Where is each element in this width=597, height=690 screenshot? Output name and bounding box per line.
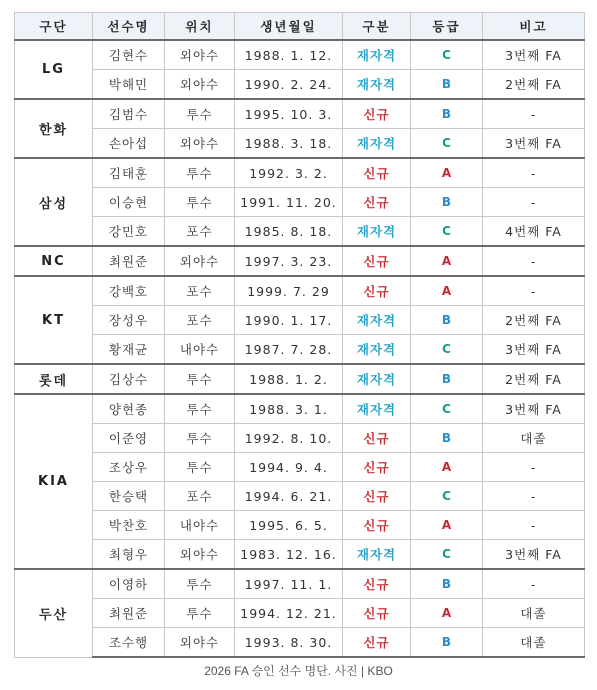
dob-cell: 1999. 7. 29 (235, 276, 343, 306)
dob-cell: 1997. 3. 23. (235, 246, 343, 276)
position-cell: 투수 (165, 364, 235, 394)
player-name-cell: 황재균 (93, 335, 165, 365)
status-cell: 신규 (343, 569, 411, 599)
dob-cell: 1985. 8. 18. (235, 217, 343, 247)
grade-cell: B (411, 628, 483, 658)
position-cell: 투수 (165, 569, 235, 599)
image-caption: 2026 FA 승인 선수 명단. 사진 | KBO (204, 664, 393, 678)
status-cell: 신규 (343, 158, 411, 188)
dob-cell: 1997. 11. 1. (235, 569, 343, 599)
table-row (15, 129, 585, 159)
table-row (15, 628, 585, 658)
table-row (15, 424, 585, 453)
status-cell: 신규 (343, 246, 411, 276)
header-status: 구분 (343, 13, 411, 41)
note-cell: 3번째 FA (483, 394, 585, 424)
dob-cell: 1991. 11. 20. (235, 188, 343, 217)
status-cell: 신규 (343, 628, 411, 658)
grade-cell: C (411, 217, 483, 247)
note-cell: 대졸 (483, 424, 585, 453)
note-cell: 4번째 FA (483, 217, 585, 247)
dob-cell: 1987. 7. 28. (235, 335, 343, 365)
note-cell: - (483, 188, 585, 217)
dob-cell: 1988. 3. 1. (235, 394, 343, 424)
table-row (15, 364, 585, 394)
grade-cell: C (411, 482, 483, 511)
position-cell: 투수 (165, 424, 235, 453)
dob-cell: 1993. 8. 30. (235, 628, 343, 658)
player-name-cell: 조상우 (93, 453, 165, 482)
grade-cell: C (411, 129, 483, 159)
table-row (15, 40, 585, 70)
grade-cell: A (411, 276, 483, 306)
position-cell: 외야수 (165, 540, 235, 570)
position-cell: 외야수 (165, 40, 235, 70)
grade-cell: C (411, 540, 483, 570)
status-cell: 재자격 (343, 129, 411, 159)
grade-cell: B (411, 569, 483, 599)
status-cell: 신규 (343, 99, 411, 129)
team-cell: KIA (15, 394, 93, 569)
grade-cell: B (411, 306, 483, 335)
note-cell: 3번째 FA (483, 335, 585, 365)
note-cell: - (483, 246, 585, 276)
player-name-cell: 김범수 (93, 99, 165, 129)
note-cell: - (483, 276, 585, 306)
note-cell: - (483, 482, 585, 511)
table-row (15, 217, 585, 247)
dob-cell: 1988. 1. 2. (235, 364, 343, 394)
position-cell: 투수 (165, 99, 235, 129)
status-cell: 신규 (343, 599, 411, 628)
dob-cell: 1988. 3. 18. (235, 129, 343, 159)
note-cell: - (483, 99, 585, 129)
grade-cell: B (411, 70, 483, 100)
note-cell: 2번째 FA (483, 364, 585, 394)
table-row (15, 306, 585, 335)
team-cell: 두산 (15, 569, 93, 657)
player-name-cell: 강민호 (93, 217, 165, 247)
player-name-cell: 이준영 (93, 424, 165, 453)
table-row (15, 394, 585, 424)
note-cell: 3번째 FA (483, 129, 585, 159)
table-row (15, 246, 585, 276)
dob-cell: 1990. 1. 17. (235, 306, 343, 335)
table-header-row (15, 13, 585, 41)
player-name-cell: 김현수 (93, 40, 165, 70)
table-row (15, 276, 585, 306)
table-row (15, 188, 585, 217)
grade-cell: B (411, 188, 483, 217)
status-cell: 신규 (343, 424, 411, 453)
status-cell: 재자격 (343, 306, 411, 335)
player-name-cell: 최원준 (93, 599, 165, 628)
dob-cell: 1995. 6. 5. (235, 511, 343, 540)
player-name-cell: 한승택 (93, 482, 165, 511)
table-row (15, 158, 585, 188)
grade-cell: C (411, 335, 483, 365)
position-cell: 포수 (165, 276, 235, 306)
position-cell: 투수 (165, 394, 235, 424)
player-name-cell: 박해민 (93, 70, 165, 100)
note-cell: 3번째 FA (483, 40, 585, 70)
team-cell: NC (15, 246, 93, 276)
player-name-cell: 손아섭 (93, 129, 165, 159)
status-cell: 신규 (343, 453, 411, 482)
status-cell: 신규 (343, 276, 411, 306)
player-name-cell: 박찬호 (93, 511, 165, 540)
note-cell: - (483, 158, 585, 188)
player-name-cell: 이영하 (93, 569, 165, 599)
position-cell: 내야수 (165, 335, 235, 365)
table-row (15, 482, 585, 511)
dob-cell: 1988. 1. 12. (235, 40, 343, 70)
player-name-cell: 조수행 (93, 628, 165, 658)
header-position: 위치 (165, 13, 235, 41)
player-name-cell: 장성우 (93, 306, 165, 335)
dob-cell: 1994. 9. 4. (235, 453, 343, 482)
player-name-cell: 강백호 (93, 276, 165, 306)
position-cell: 투수 (165, 599, 235, 628)
table-row (15, 335, 585, 365)
header-note: 비고 (483, 13, 585, 41)
position-cell: 외야수 (165, 246, 235, 276)
note-cell: - (483, 569, 585, 599)
position-cell: 투수 (165, 188, 235, 217)
player-name-cell: 김상수 (93, 364, 165, 394)
position-cell: 포수 (165, 217, 235, 247)
table-row (15, 453, 585, 482)
header-team: 구단 (15, 13, 93, 41)
grade-cell: A (411, 246, 483, 276)
table-row (15, 511, 585, 540)
status-cell: 재자격 (343, 335, 411, 365)
table-row (15, 569, 585, 599)
note-cell: 3번째 FA (483, 540, 585, 570)
grade-cell: A (411, 599, 483, 628)
status-cell: 재자격 (343, 217, 411, 247)
team-cell: LG (15, 40, 93, 99)
note-cell: 대졸 (483, 599, 585, 628)
player-name-cell: 김태훈 (93, 158, 165, 188)
status-cell: 신규 (343, 188, 411, 217)
player-name-cell: 최형우 (93, 540, 165, 570)
grade-cell: B (411, 424, 483, 453)
status-cell: 재자격 (343, 364, 411, 394)
team-cell: 롯데 (15, 364, 93, 394)
dob-cell: 1995. 10. 3. (235, 99, 343, 129)
position-cell: 외야수 (165, 628, 235, 658)
dob-cell: 1994. 12. 21. (235, 599, 343, 628)
header-dob: 생년월일 (235, 13, 343, 41)
dob-cell: 1983. 12. 16. (235, 540, 343, 570)
grade-cell: C (411, 394, 483, 424)
grade-cell: A (411, 158, 483, 188)
position-cell: 투수 (165, 158, 235, 188)
header-player: 선수명 (93, 13, 165, 41)
note-cell: 대졸 (483, 628, 585, 658)
dob-cell: 1990. 2. 24. (235, 70, 343, 100)
fa-player-table (14, 12, 585, 658)
table-row (15, 99, 585, 129)
dob-cell: 1992. 8. 10. (235, 424, 343, 453)
status-cell: 재자격 (343, 394, 411, 424)
table-row (15, 599, 585, 628)
table-body (15, 40, 585, 657)
position-cell: 외야수 (165, 70, 235, 100)
header-grade: 등급 (411, 13, 483, 41)
note-cell: - (483, 453, 585, 482)
player-name-cell: 양현종 (93, 394, 165, 424)
player-name-cell: 이승현 (93, 188, 165, 217)
status-cell: 재자격 (343, 40, 411, 70)
grade-cell: C (411, 40, 483, 70)
position-cell: 포수 (165, 482, 235, 511)
note-cell: 2번째 FA (483, 306, 585, 335)
note-cell: 2번째 FA (483, 70, 585, 100)
team-cell: 한화 (15, 99, 93, 158)
table-row (15, 70, 585, 100)
position-cell: 외야수 (165, 129, 235, 159)
status-cell: 신규 (343, 511, 411, 540)
dob-cell: 1992. 3. 2. (235, 158, 343, 188)
dob-cell: 1994. 6. 21. (235, 482, 343, 511)
note-cell: - (483, 511, 585, 540)
position-cell: 내야수 (165, 511, 235, 540)
position-cell: 투수 (165, 453, 235, 482)
grade-cell: A (411, 511, 483, 540)
status-cell: 재자격 (343, 540, 411, 570)
player-name-cell: 최원준 (93, 246, 165, 276)
table-row (15, 540, 585, 570)
position-cell: 포수 (165, 306, 235, 335)
grade-cell: A (411, 453, 483, 482)
status-cell: 신규 (343, 482, 411, 511)
status-cell: 재자격 (343, 70, 411, 100)
team-cell: 삼성 (15, 158, 93, 246)
team-cell: KT (15, 276, 93, 364)
grade-cell: B (411, 364, 483, 394)
grade-cell: B (411, 99, 483, 129)
